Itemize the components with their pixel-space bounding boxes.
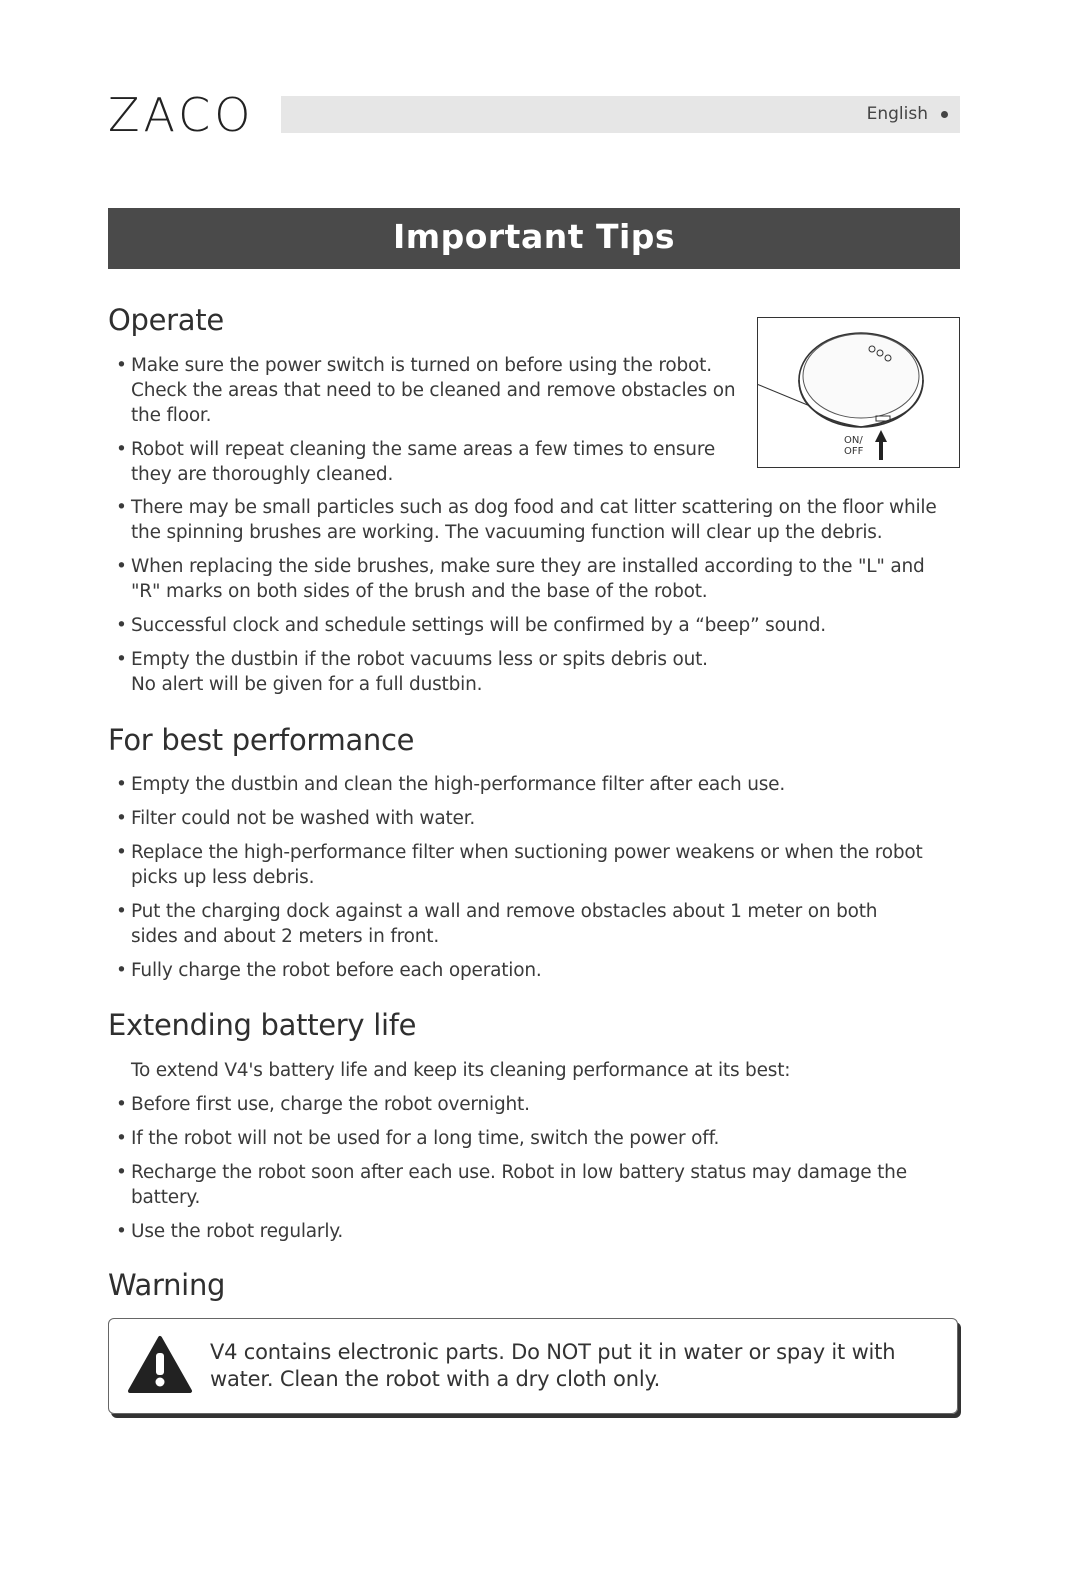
list-item: • Make sure the power switch is turned on before using the robot. Check the areas that need to be cleaned and remove obstacles on the floor. — [116, 353, 736, 428]
performance-list — [116, 772, 946, 983]
robot-power-switch-figure — [757, 317, 960, 468]
list-item: • Use the robot regularly. — [116, 1219, 936, 1244]
language-bar — [281, 96, 960, 133]
list-item: • Before first use, charge the robot overnight. — [116, 1092, 936, 1117]
list-item: • There may be small particles such as dog food and cat litter scattering on the floor while the spinning brushes are working. The vacuuming function will clear up the debris. — [116, 495, 956, 545]
zaco-logo: ZACO — [108, 88, 255, 142]
section-heading-operate: Operate — [108, 303, 224, 337]
list-item: • Robot will repeat cleaning the same areas a few times to ensure they are thoroughly cleaned. — [116, 437, 736, 487]
list-item: • Recharge the robot soon after each use. Robot in low battery status may damage the battery. — [116, 1160, 936, 1210]
list-item: • Put the charging dock against a wall and remove obstacles about 1 meter on both sides and about 2 meters in front. — [116, 899, 921, 949]
operate-list — [116, 353, 736, 487]
list-item: • Empty the dustbin if the robot vacuums less or spits debris out. No alert will be given for a full dustbin. — [116, 647, 731, 697]
list-item: • When replacing the side brushes, make sure they are installed according to the "L" and "R" marks on both sides of the brush and the base of the robot. — [116, 554, 946, 604]
section-heading-battery: Extending battery life — [108, 1008, 417, 1042]
list-item: • Successful clock and schedule settings will be confirmed by a “beep” sound. — [116, 613, 956, 638]
list-item: • Replace the high-performance filter when suctioning power weakens or when the robot picks up less debris. — [116, 840, 946, 890]
warning-text: V4 contains electronic parts. Do NOT put it in water or spay it with water. Clean the robot with a dry cloth only. — [210, 1340, 896, 1391]
operate-list-continued — [116, 495, 956, 697]
section-heading-warning: Warning — [108, 1268, 226, 1302]
list-item: • Empty the dustbin and clean the high-performance filter after each use. — [116, 772, 946, 797]
warning-triangle-icon — [127, 1335, 193, 1395]
language-label: English — [866, 104, 928, 124]
battery-list — [116, 1092, 936, 1244]
list-item: • Filter could not be washed with water. — [116, 806, 946, 831]
battery-intro: To extend V4's battery life and keep its cleaning performance at its best: — [131, 1060, 791, 1081]
section-heading-performance: For best performance — [108, 723, 415, 757]
language-dot-icon — [941, 111, 948, 118]
warning-box — [108, 1318, 958, 1414]
list-item: • If the robot will not be used for a long time, switch the power off. — [116, 1126, 936, 1151]
page-title: Important Tips — [108, 208, 960, 269]
list-item: • Fully charge the robot before each operation. — [116, 958, 946, 983]
on-off-label: ON/ OFF — [844, 435, 864, 457]
